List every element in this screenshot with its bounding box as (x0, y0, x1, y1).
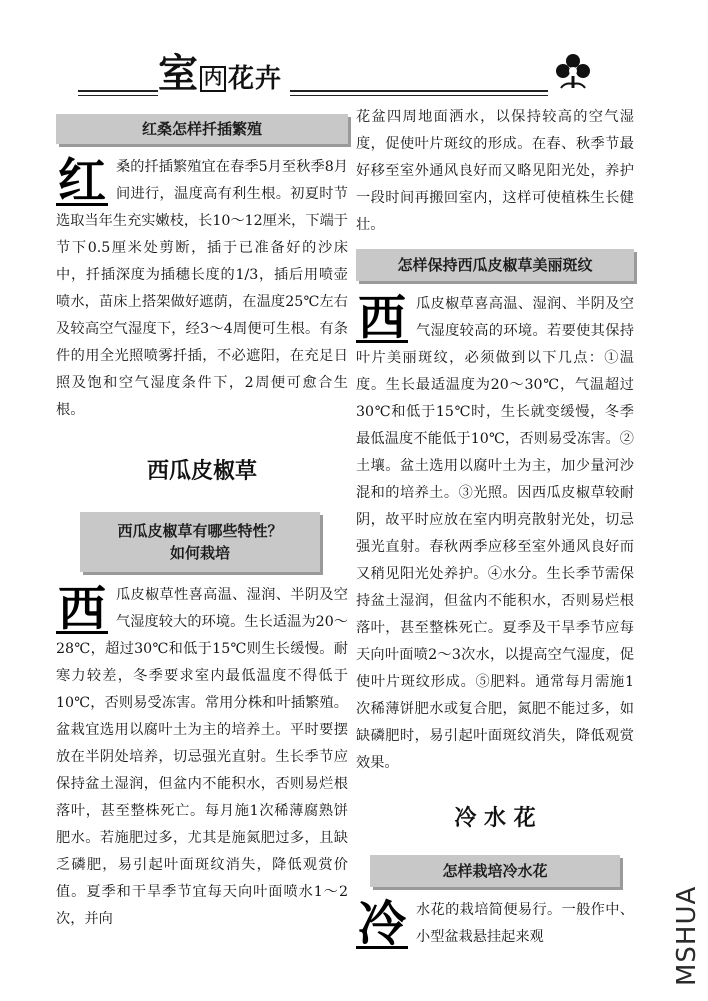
drop-cap: 冷 (357, 896, 406, 952)
article-text: 水花的栽培简便易行。一般作中、小型盆栽悬挂起来观 (416, 902, 634, 945)
header-rule-left-thin (78, 95, 158, 96)
article-banner-xiguapi-traits (80, 512, 320, 572)
header-rule-right-thin (290, 95, 548, 96)
watermark: MSHUA (672, 885, 702, 986)
header-rule-right (290, 90, 548, 92)
article-text: 桑的扦插繁殖宜在春季5月至秋季8月间进行，温度高有利生根。初夏时节选取当年生充实嫩枝，长10～12厘米，下端于节下0.5厘米处剪断，插于已准备好的沙床中，扦插深度为插穗长度的1/3，插后用喷壶喷水，苗床上搭架做好遮荫，在温度25℃左右及较高空气湿度下，经3～4周便可生根。有条件的用全光照喷雾扦插，不必遮阳，在充足日照及饱和空气湿度条件下，2周便可愈合生根。 (56, 159, 348, 418)
header-rule-left (78, 90, 158, 92)
article-body-lengshuihua (356, 897, 634, 951)
section-title-lengshuihua: 冷 水 花 (454, 806, 536, 831)
left-column (56, 108, 348, 933)
article-body-xiguapi-traits (56, 582, 348, 933)
right-column (356, 104, 634, 951)
article-text: 瓜皮椒草性喜高温、湿润、半阴及空气湿度较大的环境。生长适温为20～28℃，超过30℃和低于15℃则生长缓慢。耐寒力较差，冬季要求室内最低温度不得低于10℃，否则易受冻害。常用分株和叶插繁殖。盆栽宜选用以腐叶土为主的培养土。平时要摆放在半阴处培养，切忌强光直射。生长季节应保持盆土湿润，但盆内不能积水，否则易烂根落叶，甚至整株死亡。每月施1次稀薄腐熟饼肥水。若施肥过多，尤其是施氮肥过多，且缺乏磷肥，易引起叶面斑纹消失，降低观赏价值。夏季和干旱季节宜每天向叶面喷水1～2次，并向 (56, 587, 348, 927)
article-body-keep-stripes (356, 291, 634, 777)
drop-cap: 西 (357, 290, 406, 346)
drop-cap: 红 (57, 153, 106, 209)
article-banner-lengshuihua: 怎样栽培冷水花 (370, 855, 620, 887)
clover-flower-icon (551, 52, 595, 92)
header-title-char-1: 室 (158, 51, 198, 97)
header-title-rest: 花卉 (228, 64, 283, 94)
banner-line-1: 西瓜皮椒草有哪些特性？ (117, 522, 283, 540)
drop-cap: 西 (57, 581, 106, 637)
article-continuation: 花盆四周地面洒水，以保持较高的空气湿度，促使叶片斑纹的形成。在春、秋季节最好移至室外通风良好而又略见阳光处，养护一段时间再搬回室内，这样可使植株生长健壮。 (356, 109, 634, 233)
banner-line-2: 如何栽培 (169, 544, 230, 562)
page-header-title (158, 46, 282, 96)
article-text: 瓜皮椒草喜高温、湿润、半阴及空气湿度较高的环境。若要使其保持叶片美丽斑纹，必须做到以下几点：①温度。生长最适温度为20～30℃，气温超过30℃和低于15℃时，生长就变缓慢，冬季最低温度不能低于10℃，否则易受冻害。②土壤。盆土选用以腐叶土为主，加少量河沙混和的培养土。③光照。因西瓜皮椒草较耐阴，故平时应放在室内明亮散射光处，切忌强光直射。春秋两季应移至室外通风良好而又稍见阳光处养护。④水分。生长季节需保持盆土湿润，但盆内不能积水，否则易烂根落叶，甚至整株死亡。夏季及干旱季节应每天向叶面喷2～3次水，以提高空气湿度，促使叶片斑纹形成。⑤肥料。通常每月需施1次稀薄饼肥水或复合肥，氮肥不能过多，如缺磷肥时，易引起叶面斑纹消失，降低观赏效果。 (356, 296, 634, 771)
article-body-hongsang (56, 154, 348, 424)
article-banner-keep-stripes: 怎样保持西瓜皮椒草美丽斑纹 (356, 249, 634, 281)
section-title-xiguapi: 西瓜皮椒草 (146, 459, 257, 484)
header-title-char-2: 内 (200, 66, 226, 92)
article-banner-hongsang: 红桑怎样扦插繁殖 (56, 114, 348, 144)
